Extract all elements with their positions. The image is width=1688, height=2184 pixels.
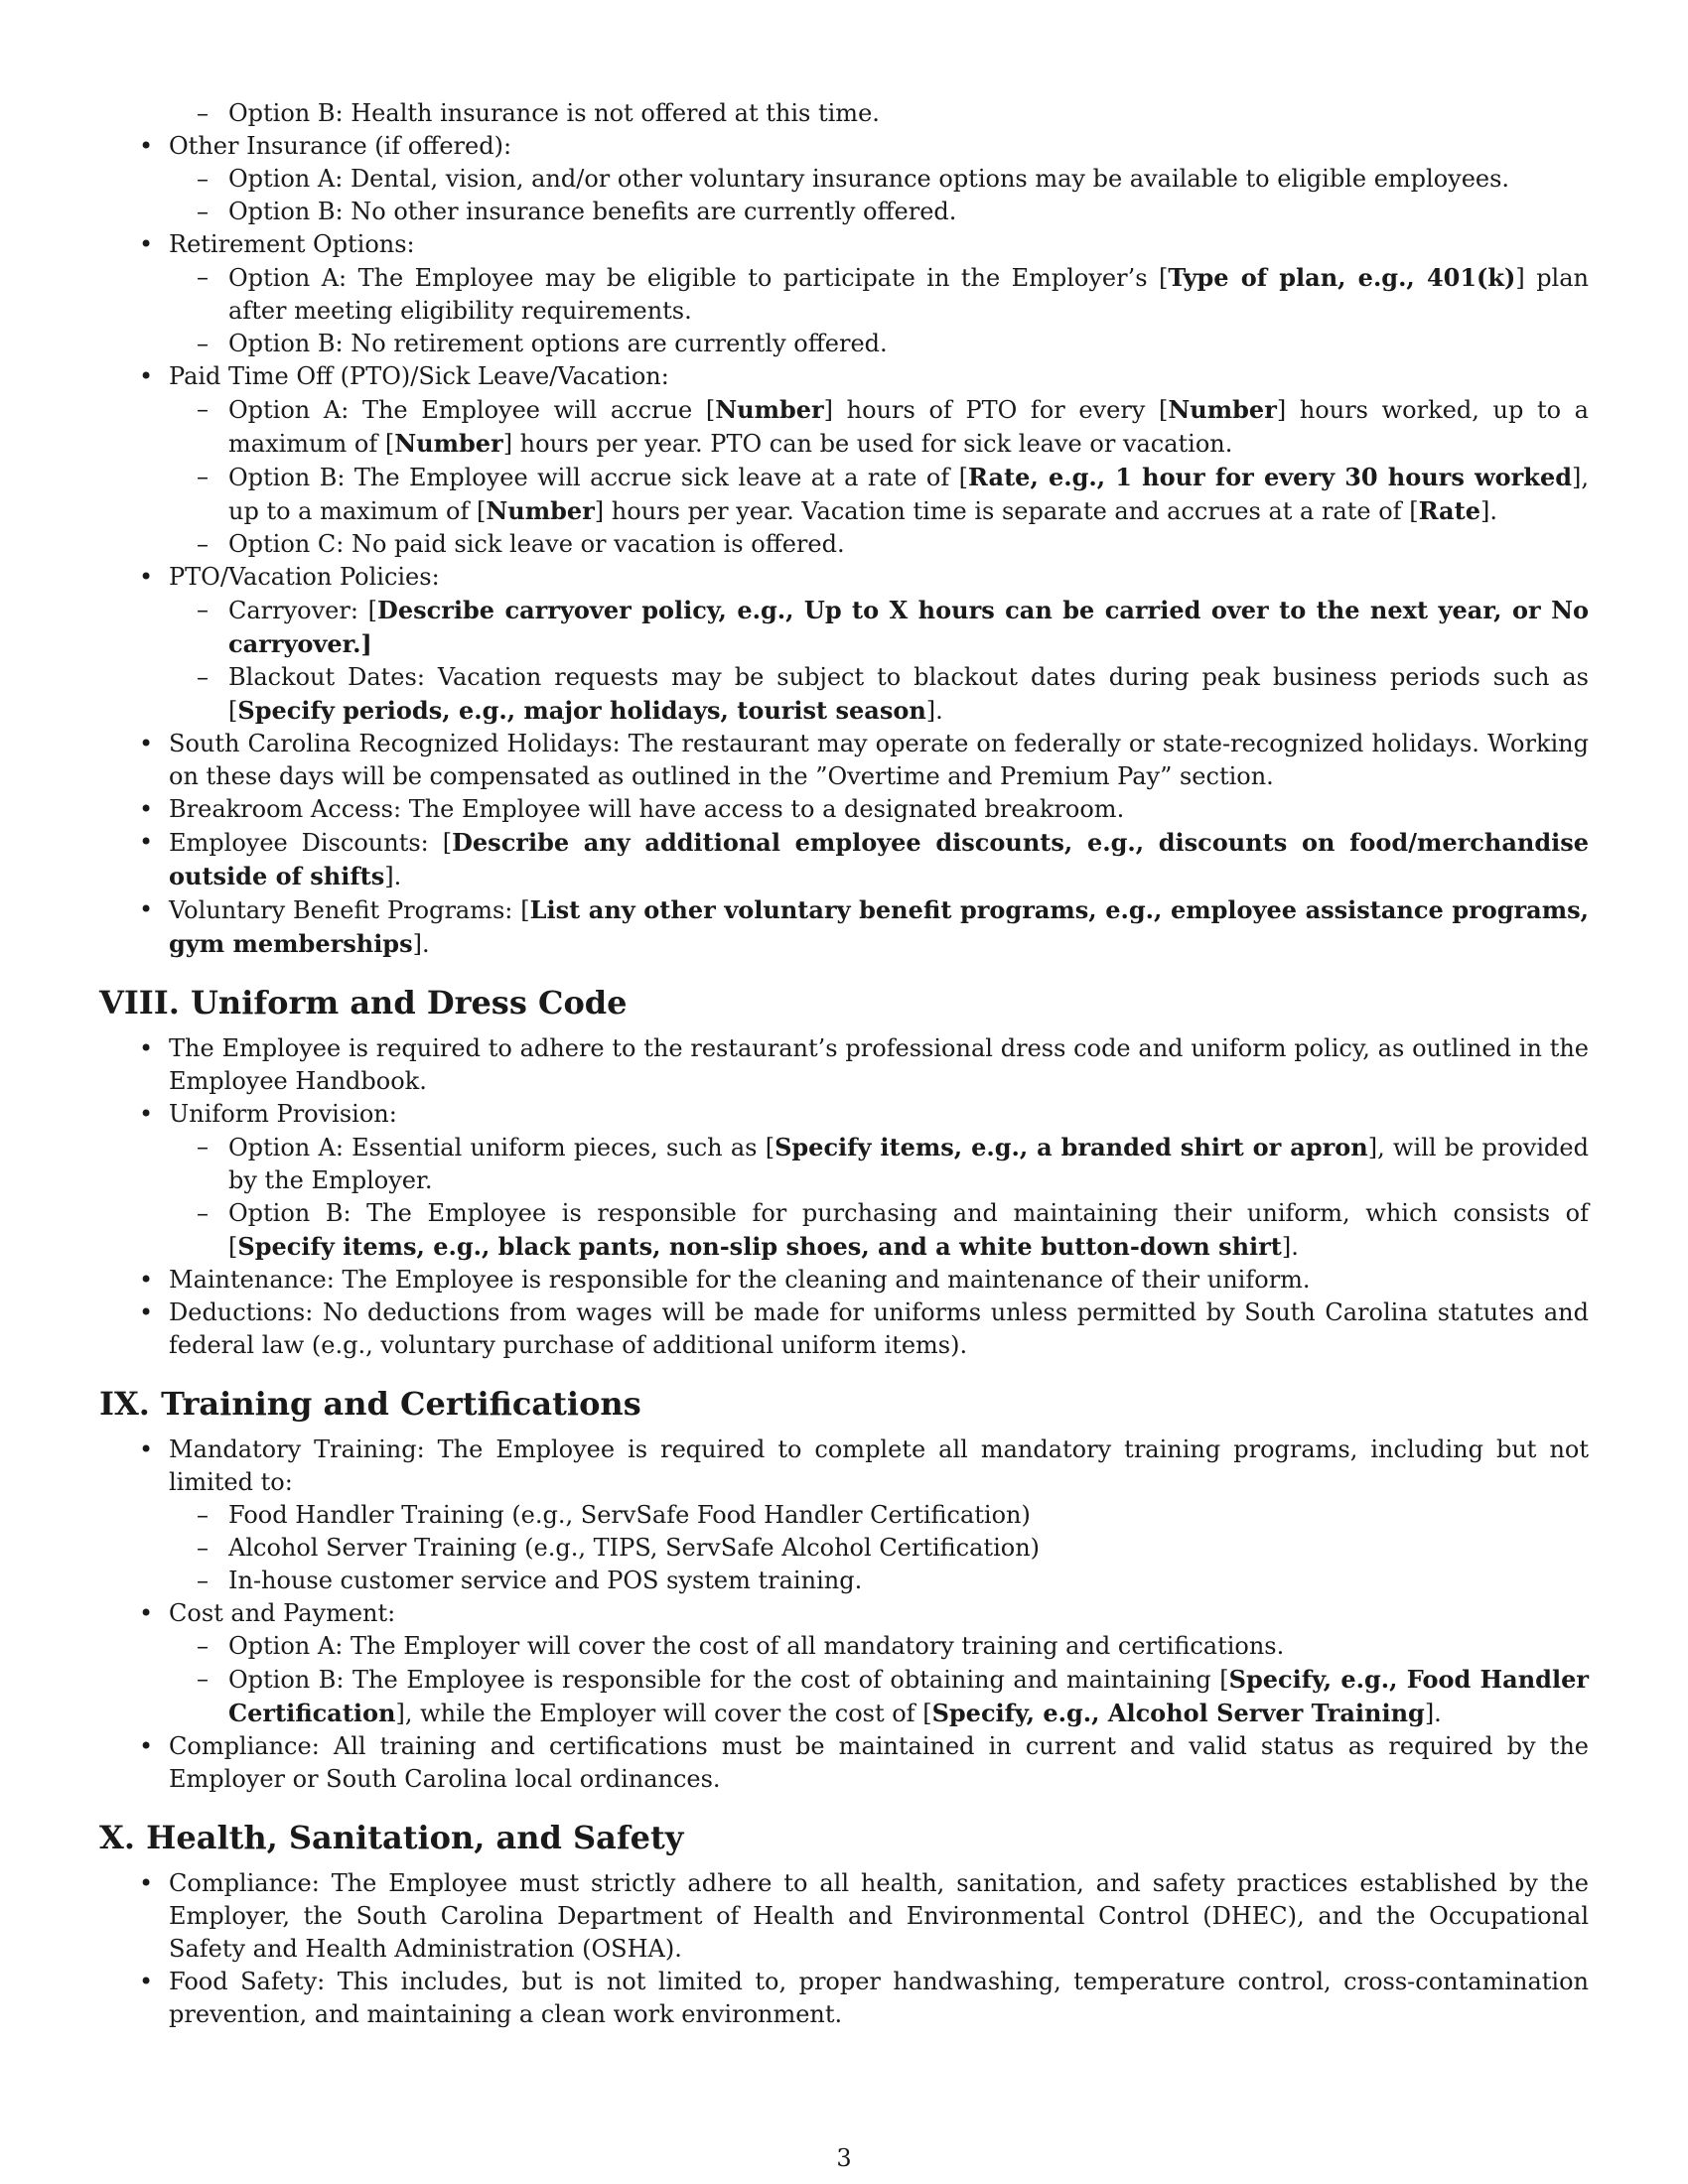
list-item: • PTO/Vacation Policies: bbox=[139, 563, 440, 591]
list-item: • Deductions: No deductions from wages will be made for uniforms unless permitted by South Carolina statutes and federal law (e.g., voluntary purchase of additional uniform items). bbox=[139, 1298, 1589, 1359]
list-item: • Compliance: All training and certifications must be maintained in current and valid status as required by the Employer or South Carolina local ordinances. bbox=[139, 1732, 1589, 1793]
list-item: – Option A: The Employer will cover the cost of all mandatory training and certifications. bbox=[197, 1632, 1285, 1660]
list-item: – Option B: The Employee is responsible for purchasing and maintaining their uniform, which consists of [Specify items, e.g., black pants, non-slip shoes, and a white button-down shirt]. bbox=[197, 1199, 1589, 1261]
list-item: • Employee Discounts: [Describe any additional employee discounts, e.g., discounts on food/merchandise outside of shifts]. bbox=[139, 828, 1590, 890]
list-item: – Alcohol Server Training (e.g., TIPS, ServSafe Alcohol Certification) bbox=[197, 1534, 1041, 1562]
section-title-health-safety: X. Health, Sanitation, and Safety bbox=[99, 1819, 684, 1856]
list-item: • Paid Time Off (PTO)/Sick Leave/Vacation: bbox=[139, 362, 669, 390]
list-item: – Option B: No retirement options are currently offered. bbox=[197, 330, 888, 357]
section-title-uniform: VIII. Uniform and Dress Code bbox=[99, 984, 628, 1022]
health-safety-list bbox=[99, 1867, 1589, 2031]
list-item: • Retirement Options: bbox=[139, 230, 415, 258]
list-item: • Compliance: The Employee must strictly adhere to all health, sanitation, and safety practices established by the Employer, the South Carolina Department of Health and Environmental Control (DHEC), and the Occupational Safety and Health Administration (OSHA). bbox=[139, 1869, 1589, 1963]
list-item: • Other Insurance (if offered): bbox=[139, 132, 512, 160]
list-item: – Option A: Essential uniform pieces, such as [Specify items, e.g., a branded shirt or apron], will be provided by the Employer. bbox=[197, 1133, 1589, 1194]
uniform-list bbox=[99, 1032, 1589, 1362]
list-item: – In-house customer service and POS system training. bbox=[197, 1567, 863, 1594]
list-item: – Option C: No paid sick leave or vacation is offered. bbox=[197, 530, 845, 558]
list-item: • Voluntary Benefit Programs: [List any other voluntary benefit programs, e.g., employee assistance programs, gym memberships]. bbox=[139, 895, 1589, 958]
list-item: – Food Handler Training (e.g., ServSafe Food Handler Certification) bbox=[197, 1501, 1031, 1529]
training-list bbox=[99, 1433, 1589, 1796]
list-item: – Blackout Dates: Vacation requests may be subject to blackout dates during peak business periods such as [Specify periods, e.g., major holidays, tourist season]. bbox=[197, 663, 1589, 725]
list-item: • Food Safety: This includes, but is not limited to, proper handwashing, temperature control, cross-contamination prevention, and maintaining a clean work environment. bbox=[139, 1968, 1589, 2028]
list-item: – Option B: Health insurance is not offered at this time. bbox=[197, 99, 880, 127]
document-page bbox=[99, 97, 1589, 2031]
list-item: – Option B: The Employee will accrue sick leave at a rate of [Rate, e.g., 1 hour for every 30 hours worked], up to a maximum of [Number] hours per year. Vacation time is separate and accrues at a rate of [Rate]. bbox=[197, 463, 1589, 525]
list-item: • South Carolina Recognized Holidays: The restaurant may operate on federally or state-recognized holidays. Working on these days will be compensated as outlined in the ”Overtime and Premium Pay” section. bbox=[139, 730, 1589, 790]
page-number: 3 bbox=[836, 2144, 852, 2172]
list-item: – Option B: No other insurance benefits are currently offered. bbox=[197, 198, 957, 225]
list-item: • Uniform Provision: bbox=[139, 1100, 397, 1128]
benefits-list bbox=[99, 97, 1589, 961]
list-item: – Option B: The Employee is responsible for the cost of obtaining and maintaining [Specify, e.g., Food Handler Certification], while the Employer will cover the cost of [Specify, e.g., Alcohol Server Training]. bbox=[197, 1665, 1589, 1727]
list-item: – Option A: Dental, vision, and/or other voluntary insurance options may be available to eligible employees. bbox=[197, 165, 1510, 193]
section-title-training: IX. Training and Certifications bbox=[99, 1385, 641, 1423]
list-item: • Mandatory Training: The Employee is required to complete all mandatory training programs, including but not limited to: bbox=[139, 1435, 1589, 1496]
list-item: – Option A: The Employee will accrue [Number] hours of PTO for every [Number] hours worked, up to a maximum of [Number] hours per year. PTO can be used for sick leave or vacation. bbox=[197, 395, 1589, 458]
list-item: – Option A: The Employee may be eligible to participate in the Employer’s [Type of plan, e.g., 401(k)] plan after meeting eligibility requirements. bbox=[197, 263, 1589, 325]
list-item: • Cost and Payment: bbox=[139, 1599, 396, 1627]
list-item: • Maintenance: The Employee is responsible for the cleaning and maintenance of their uniform. bbox=[139, 1266, 1311, 1294]
list-item: • The Employee is required to adhere to the restaurant’s professional dress code and uniform policy, as outlined in the Employee Handbook. bbox=[139, 1034, 1589, 1095]
list-item: – Carryover: [Describe carryover policy, e.g., Up to X hours can be carried over to the next year, or No carryover.] bbox=[197, 596, 1590, 658]
list-item: • Breakroom Access: The Employee will have access to a designated breakroom. bbox=[139, 795, 1125, 823]
